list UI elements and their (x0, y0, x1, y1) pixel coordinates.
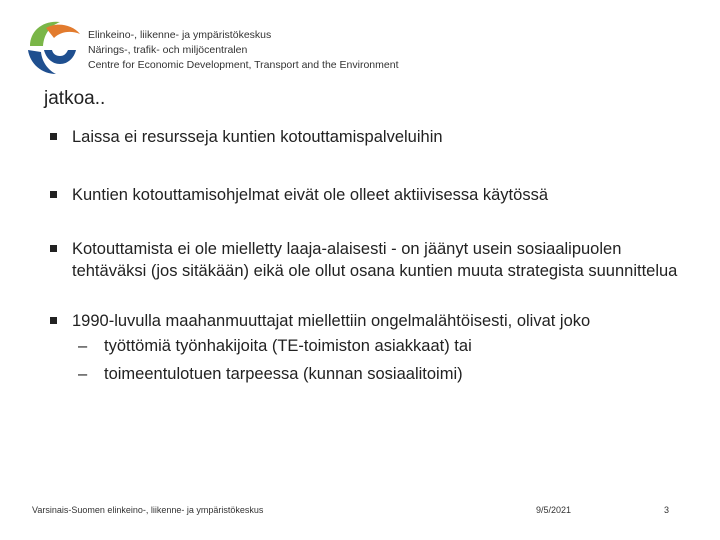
bullet-item (50, 238, 690, 282)
org-name-english: Centre for Economic Development, Transport and the Environment (88, 59, 399, 71)
bullet-text: Laissa ei resursseja kuntien kotouttamispalveluihin (72, 128, 443, 146)
sub-bullet-text: työttömiä työnhakijoita (TE-toimiston asiakkaat) tai (104, 337, 472, 355)
sub-bullet-dash: – (78, 337, 88, 355)
bullet-text: 1990-luvulla maahanmuuttajat miellettiin ongelmalähtöisesti, olivat joko (72, 312, 591, 330)
slide-header (24, 16, 444, 78)
org-name-finnish: Elinkeino-, liikenne- ja ympäristökeskus (88, 29, 272, 41)
bullet-square-icon (50, 245, 57, 252)
ely-centre-logo-icon (24, 16, 84, 78)
page-number: 3 (664, 505, 670, 515)
slide-heading: jatkoa.. (44, 88, 106, 109)
sub-bullet-item (72, 360, 690, 388)
bullet-list (50, 126, 690, 388)
org-name-swedish: Närings-, trafik- och miljöcentralen (88, 44, 248, 56)
footer-organization: Varsinais-Suomen elinkeino-, liikenne- ja ympäristökeskus (32, 505, 264, 515)
bullet-square-icon (50, 133, 57, 140)
bullet-square-icon (50, 191, 57, 198)
sub-bullet-text: toimeentulotuen tarpeessa (kunnan sosiaalitoimi) (104, 365, 463, 383)
bullet-item (50, 184, 690, 206)
bullet-item (50, 310, 690, 388)
bullet-square-icon (50, 317, 57, 324)
bullet-text: Kuntien kotouttamisohjelmat eivät ole olleet aktiivisessa käytössä (72, 186, 548, 204)
organization-names (88, 28, 399, 73)
slide-footer (0, 505, 720, 521)
sub-bullet-item (72, 332, 690, 360)
sub-bullet-dash: – (78, 365, 88, 383)
bullet-item (50, 126, 690, 148)
footer-date: 9/5/2021 (536, 505, 572, 515)
bullet-text: Kotouttamista ei ole mielletty laaja-alaisesti - on jäänyt usein sosiaalipuolen tehtäväksi (jos sitäkään) eikä ole ollut osana kuntien muuta strategista suunnittelua (72, 240, 678, 280)
